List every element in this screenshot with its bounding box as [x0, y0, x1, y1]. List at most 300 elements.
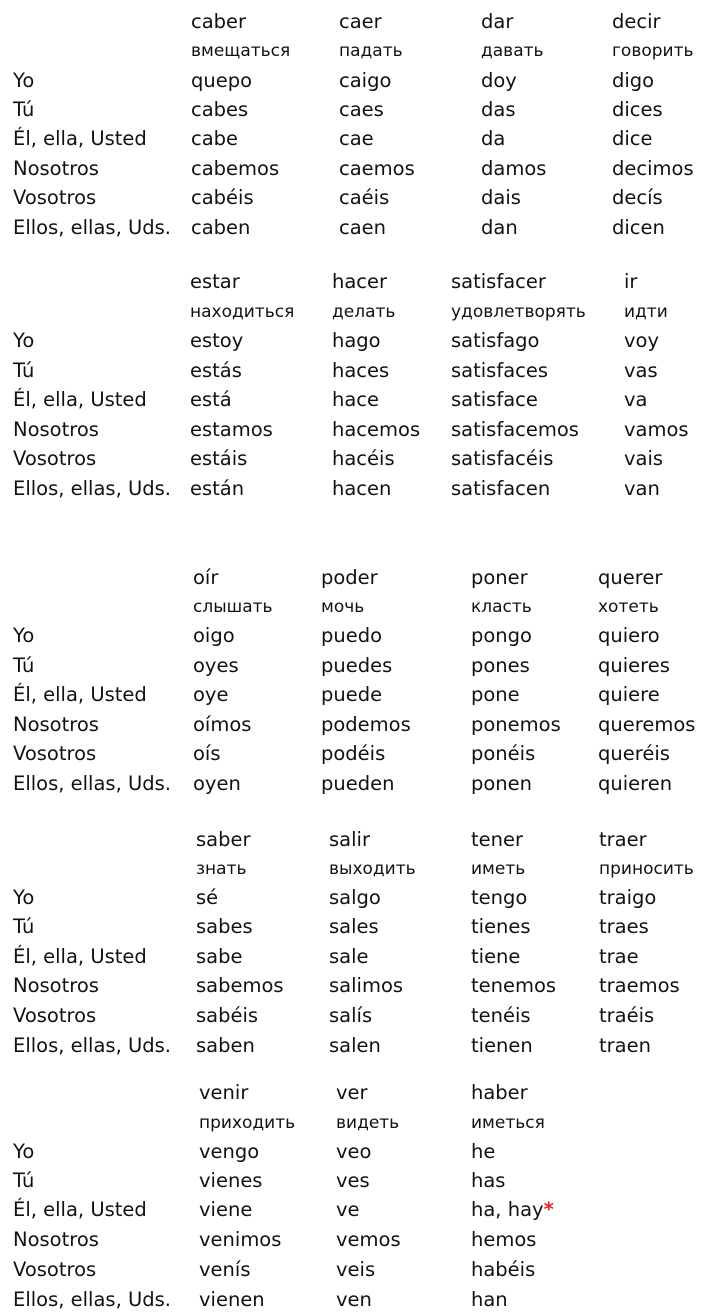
conjugated-form-cell	[329, 972, 403, 1000]
verb-infinitive: querer	[598, 566, 663, 589]
conjugated-form-cell	[481, 67, 517, 95]
conjugated-form: viene	[199, 1198, 253, 1221]
infinitive-row	[0, 826, 720, 854]
conjugation-row-tu	[0, 357, 720, 385]
conjugated-form-cell	[624, 416, 689, 444]
conjugated-form: pongo	[471, 624, 532, 647]
conjugated-form: ponen	[471, 772, 533, 795]
conjugated-form-cell	[321, 711, 411, 739]
translation-row	[0, 37, 720, 65]
conjugated-form: dices	[612, 98, 663, 121]
conjugated-form: traéis	[599, 1004, 655, 1027]
verb-translation: идти	[624, 302, 668, 322]
conjugated-form-cell	[471, 943, 520, 971]
conjugation-row-vosotros	[0, 1256, 720, 1284]
conjugated-form-cell	[624, 445, 663, 473]
conjugated-form: traen	[599, 1034, 651, 1057]
conjugated-form: quieres	[598, 654, 670, 677]
conjugated-form-cell	[471, 913, 531, 941]
conjugated-form: caes	[339, 98, 384, 121]
infinitive-row	[0, 1079, 720, 1107]
conjugated-form-cell	[339, 125, 374, 153]
conjugated-form-cell	[624, 357, 658, 385]
pronoun-label: Ellos, ellas, Uds.	[13, 1034, 171, 1057]
conjugated-form: oye	[193, 683, 229, 706]
conjugated-form-cell	[196, 1002, 258, 1030]
conjugation-row-yo	[0, 622, 720, 650]
conjugated-form: satisfaces	[451, 359, 549, 382]
conjugation-row-el-ella-usted	[0, 943, 720, 971]
conjugated-form-cell	[196, 972, 284, 1000]
conjugated-form-cell	[336, 1256, 375, 1284]
verb-infinitive: dar	[481, 10, 514, 33]
conjugated-form: traigo	[599, 886, 657, 909]
translation-row	[0, 1109, 720, 1137]
verb-infinitive: estar	[190, 270, 240, 293]
pronoun-label: Vosotros	[13, 447, 97, 470]
conjugated-form-cell	[193, 740, 221, 768]
conjugated-form-cell	[471, 770, 532, 798]
conjugation-row-vosotros	[0, 740, 720, 768]
pronoun-label: Yo	[13, 624, 35, 647]
verb-infinitive: oír	[193, 566, 219, 589]
conjugated-form: das	[481, 98, 516, 121]
conjugated-form: habéis	[471, 1258, 536, 1281]
conjugated-form: salen	[329, 1034, 381, 1057]
conjugated-form-cell	[451, 357, 548, 385]
verb-translation: хотеть	[598, 597, 659, 617]
conjugated-form: va	[624, 388, 648, 411]
conjugated-form: oímos	[193, 713, 252, 736]
conjugated-form-cell	[612, 184, 663, 212]
pronoun-label: Ellos, ellas, Uds.	[13, 772, 171, 795]
conjugated-form: veo	[336, 1140, 372, 1163]
conjugated-form-cell	[481, 125, 505, 153]
verb-translation: выходить	[329, 859, 416, 879]
conjugated-form: traemos	[599, 974, 680, 997]
conjugated-form: doy	[481, 69, 517, 92]
conjugated-form: sé	[196, 886, 219, 909]
conjugated-form: hace	[332, 388, 380, 411]
conjugated-form-cell	[471, 1196, 554, 1224]
conjugated-form: cabe	[191, 127, 239, 150]
conjugated-form-cell	[471, 740, 535, 768]
verb-infinitive: caber	[191, 10, 247, 33]
conjugated-form-cell	[190, 386, 232, 414]
conjugated-form-cell	[332, 327, 381, 355]
verb-translation: иметься	[471, 1113, 545, 1133]
pronoun-label: Ellos, ellas, Uds.	[13, 216, 171, 239]
conjugated-form: van	[624, 477, 660, 500]
conjugated-form: ven	[336, 1288, 372, 1311]
pronoun-label: Vosotros	[13, 1004, 97, 1027]
conjugated-form: quiero	[598, 624, 660, 647]
conjugated-form-cell	[612, 155, 694, 183]
pronoun-label: Tú	[13, 1169, 35, 1192]
conjugated-form-cell	[612, 125, 653, 153]
conjugated-form: vais	[624, 447, 664, 470]
pronoun-label: Nosotros	[13, 974, 99, 997]
verb-infinitive: haber	[471, 1081, 528, 1104]
conjugated-form-cell	[339, 214, 386, 242]
conjugated-form: pueden	[321, 772, 395, 795]
conjugated-form: damos	[481, 157, 547, 180]
conjugation-row-vosotros	[0, 184, 720, 212]
verb-infinitive: caer	[339, 10, 382, 33]
conjugated-form: vemos	[336, 1228, 401, 1251]
verb-translation: слышать	[193, 597, 273, 617]
conjugated-form-cell	[471, 681, 520, 709]
conjugated-form: ponemos	[471, 713, 561, 736]
conjugated-form-cell	[199, 1138, 259, 1166]
verb-infinitive: ver	[336, 1081, 368, 1104]
conjugation-row-ellos-ellas-uds	[0, 214, 720, 242]
conjugated-form: están	[190, 477, 245, 500]
conjugated-form-cell	[329, 943, 369, 971]
conjugated-form-cell	[599, 1002, 654, 1030]
conjugated-form: sabéis	[196, 1004, 259, 1027]
conjugated-form: vienen	[199, 1288, 265, 1311]
conjugated-form-cell	[193, 711, 251, 739]
conjugated-form: decimos	[612, 157, 694, 180]
verb-infinitive: decir	[612, 10, 661, 33]
infinitive-row	[0, 564, 720, 592]
conjugated-form: dan	[481, 216, 518, 239]
conjugated-form: digo	[612, 69, 655, 92]
conjugated-form-cell	[193, 652, 239, 680]
pronoun-label: Vosotros	[13, 742, 97, 765]
conjugated-form-cell	[612, 96, 663, 124]
conjugated-form-cell	[196, 884, 218, 912]
conjugated-form: hacen	[332, 477, 392, 500]
conjugated-form: dais	[481, 186, 521, 209]
conjugated-form-cell	[191, 125, 238, 153]
conjugated-form-cell	[193, 770, 241, 798]
conjugated-form-cell	[332, 386, 379, 414]
conjugated-form: cabes	[191, 98, 249, 121]
pronoun-label: Vosotros	[13, 186, 97, 209]
conjugated-form-cell	[339, 155, 415, 183]
conjugated-form-cell	[471, 652, 530, 680]
conjugated-form-cell	[336, 1226, 401, 1254]
conjugation-row-yo	[0, 884, 720, 912]
conjugated-form: hemos	[471, 1228, 537, 1251]
conjugated-form: podéis	[321, 742, 386, 765]
conjugation-row-yo	[0, 67, 720, 95]
conjugation-row-tu	[0, 913, 720, 941]
pronoun-label: Yo	[13, 886, 35, 909]
conjugated-form: da	[481, 127, 506, 150]
verb-infinitive: ir	[624, 270, 638, 293]
verb-translation: мочь	[321, 597, 365, 617]
verb-translation: падать	[339, 41, 403, 61]
conjugated-form: caéis	[339, 186, 390, 209]
conjugation-row-ellos-ellas-uds	[0, 770, 720, 798]
conjugated-form-cell	[451, 386, 538, 414]
conjugation-row-el-ella-usted	[0, 681, 720, 709]
conjugation-row-tu	[0, 652, 720, 680]
infinitive-row	[0, 268, 720, 296]
conjugated-form-cell	[471, 622, 532, 650]
infinitive-row	[0, 8, 720, 36]
conjugated-form: cabemos	[191, 157, 280, 180]
pronoun-label: Tú	[13, 654, 35, 677]
verb-translation: класть	[471, 597, 532, 617]
conjugation-row-nosotros	[0, 155, 720, 183]
conjugated-form: estoy	[190, 329, 244, 352]
conjugated-form: vienes	[199, 1169, 263, 1192]
conjugated-form-cell	[471, 1256, 535, 1284]
pronoun-label: Tú	[13, 359, 35, 382]
conjugated-form: puedo	[321, 624, 383, 647]
conjugation-row-el-ella-usted	[0, 386, 720, 414]
conjugated-form: caen	[339, 216, 387, 239]
conjugated-form-cell	[481, 184, 521, 212]
conjugated-form-cell	[191, 214, 250, 242]
conjugation-row-el-ella-usted	[0, 125, 720, 153]
verb-translation: давать	[481, 41, 544, 61]
conjugated-form-cell	[599, 972, 680, 1000]
conjugated-form-cell	[196, 943, 242, 971]
conjugated-form: voy	[624, 329, 660, 352]
verb-infinitive: saber	[196, 828, 251, 851]
conjugated-form-cell	[190, 475, 244, 503]
conjugated-form: caemos	[339, 157, 415, 180]
verb-infinitive: poder	[321, 566, 378, 589]
conjugated-form-cell	[329, 884, 381, 912]
conjugated-form-cell	[321, 652, 392, 680]
conjugated-form-cell	[190, 357, 242, 385]
conjugated-form-cell	[598, 622, 660, 650]
conjugated-form: satisfacen	[451, 477, 551, 500]
conjugated-form-cell	[191, 67, 252, 95]
conjugated-form: vengo	[199, 1140, 260, 1163]
conjugated-form: veis	[336, 1258, 376, 1281]
pronoun-label: Nosotros	[13, 713, 99, 736]
conjugated-form-cell	[199, 1167, 262, 1195]
conjugated-form-cell	[329, 1032, 381, 1060]
conjugation-row-vosotros	[0, 1002, 720, 1030]
conjugated-form: oigo	[193, 624, 235, 647]
conjugated-form-cell	[321, 770, 394, 798]
conjugated-form: vas	[624, 359, 658, 382]
verb-infinitive: venir	[199, 1081, 249, 1104]
conjugated-form-cell	[471, 711, 561, 739]
conjugated-form: podemos	[321, 713, 411, 736]
conjugated-form: has	[471, 1169, 506, 1192]
conjugated-form-cell	[599, 913, 649, 941]
verb-infinitive: hacer	[332, 270, 388, 293]
pronoun-label: Él, ella, Usted	[13, 945, 147, 968]
conjugated-form: sabemos	[196, 974, 284, 997]
translation-row	[0, 855, 720, 883]
conjugation-row-tu	[0, 1167, 720, 1195]
conjugated-form: saben	[196, 1034, 255, 1057]
pronoun-label: Ellos, ellas, Uds.	[13, 1288, 171, 1311]
conjugated-form-cell	[599, 1032, 651, 1060]
conjugated-form-cell	[193, 681, 228, 709]
conjugated-form-cell	[612, 67, 654, 95]
conjugated-form-cell	[598, 740, 670, 768]
conjugated-form-cell	[190, 416, 273, 444]
conjugated-form: cabéis	[191, 186, 254, 209]
conjugated-form: caigo	[339, 69, 392, 92]
pronoun-label: Él, ella, Usted	[13, 388, 147, 411]
verb-infinitive: traer	[599, 828, 647, 851]
conjugated-form-cell	[336, 1196, 360, 1224]
conjugated-form: puede	[321, 683, 383, 706]
conjugated-form-cell	[624, 327, 659, 355]
conjugated-form-cell	[481, 96, 516, 124]
conjugated-form-cell	[481, 155, 546, 183]
conjugation-row-ellos-ellas-uds	[0, 1286, 720, 1314]
conjugated-form-cell	[329, 1002, 372, 1030]
conjugated-form-cell	[199, 1196, 252, 1224]
conjugated-form-cell	[471, 1138, 495, 1166]
verb-infinitive: satisfacer	[451, 270, 546, 293]
pronoun-label: Tú	[13, 98, 35, 121]
verb-translation: находиться	[190, 302, 295, 322]
conjugated-form-cell	[612, 214, 665, 242]
conjugated-form-cell	[336, 1286, 372, 1314]
pronoun-label: Él, ella, Usted	[13, 1198, 147, 1221]
pronoun-label: Tú	[13, 915, 35, 938]
conjugated-form: caben	[191, 216, 251, 239]
verb-infinitive: salir	[329, 828, 370, 851]
verb-translation: делать	[332, 302, 396, 322]
conjugated-form: estamos	[190, 418, 273, 441]
conjugated-form: quiere	[598, 683, 660, 706]
conjugated-form-cell	[339, 184, 389, 212]
verb-translation: знать	[196, 859, 247, 879]
conjugation-row-tu	[0, 96, 720, 124]
conjugated-form-cell	[598, 770, 672, 798]
verb-translation: удовлетворять	[451, 302, 586, 322]
conjugated-form: quepo	[191, 69, 253, 92]
conjugated-form: satisfacéis	[451, 447, 554, 470]
conjugated-form: estáis	[190, 447, 248, 470]
conjugated-form-cell	[193, 622, 235, 650]
conjugated-form: pone	[471, 683, 520, 706]
conjugated-form: hago	[332, 329, 381, 352]
conjugation-row-vosotros	[0, 445, 720, 473]
conjugated-form: quieren	[598, 772, 673, 795]
conjugated-form-cell	[471, 1286, 508, 1314]
conjugated-form: hacéis	[332, 447, 395, 470]
pronoun-label: Yo	[13, 329, 35, 352]
conjugated-form-cell	[624, 475, 660, 503]
conjugated-form-cell	[199, 1226, 281, 1254]
conjugated-form: salimos	[329, 974, 404, 997]
conjugated-form: salgo	[329, 886, 381, 909]
conjugated-form-cell	[624, 386, 648, 414]
conjugated-form: satisface	[451, 388, 538, 411]
conjugation-row-nosotros	[0, 711, 720, 739]
verb-translation: видеть	[336, 1113, 400, 1133]
conjugation-row-ellos-ellas-uds	[0, 475, 720, 503]
conjugated-form: sabe	[196, 945, 243, 968]
conjugated-form: tenéis	[471, 1004, 531, 1027]
translation-row	[0, 298, 720, 326]
conjugated-form-cell	[336, 1138, 371, 1166]
verb-translation: говорить	[612, 41, 694, 61]
conjugated-form-cell	[451, 475, 550, 503]
conjugated-form: haces	[332, 359, 390, 382]
conjugated-form: tenemos	[471, 974, 557, 997]
conjugated-form-cell	[481, 214, 518, 242]
conjugated-form: he	[471, 1140, 496, 1163]
conjugated-form: trae	[599, 945, 639, 968]
conjugated-form-cell	[451, 327, 539, 355]
conjugated-form: satisfacemos	[451, 418, 579, 441]
conjugated-form-cell	[329, 913, 379, 941]
conjugated-form: vamos	[624, 418, 689, 441]
pronoun-label: Él, ella, Usted	[13, 683, 147, 706]
conjugated-form-cell	[471, 1032, 533, 1060]
conjugated-form: venimos	[199, 1228, 282, 1251]
conjugated-form-cell	[199, 1286, 265, 1314]
conjugated-form-cell	[451, 416, 579, 444]
conjugated-form-cell	[190, 445, 247, 473]
conjugated-form-cell	[321, 681, 382, 709]
conjugated-form: oyes	[193, 654, 239, 677]
conjugated-form-cell	[196, 913, 253, 941]
conjugated-form-cell	[471, 884, 527, 912]
pronoun-label: Él, ella, Usted	[13, 127, 147, 150]
conjugated-form-cell	[332, 357, 389, 385]
conjugated-form-cell	[336, 1167, 370, 1195]
pronoun-label: Yo	[13, 69, 35, 92]
conjugated-form-cell	[332, 475, 391, 503]
conjugated-form: pones	[471, 654, 530, 677]
pronoun-label: Yo	[13, 1140, 35, 1163]
conjugated-form: sales	[329, 915, 379, 938]
footnote-asterisk: *	[543, 1198, 554, 1221]
conjugated-form-cell	[471, 1167, 505, 1195]
conjugated-form-cell	[599, 943, 639, 971]
conjugated-form-cell	[332, 416, 420, 444]
conjugated-form: venís	[199, 1258, 251, 1281]
conjugated-form-cell	[191, 155, 279, 183]
conjugated-form-cell	[598, 652, 670, 680]
conjugation-row-yo	[0, 327, 720, 355]
conjugated-form-cell	[332, 445, 395, 473]
verb-translation: вмещаться	[191, 41, 291, 61]
conjugated-form: queremos	[598, 713, 696, 736]
verb-translation: приносить	[599, 859, 694, 879]
conjugated-form-cell	[599, 884, 656, 912]
conjugated-form: decís	[612, 186, 663, 209]
conjugated-form-cell	[471, 1002, 531, 1030]
conjugated-form-cell	[196, 1032, 255, 1060]
conjugated-form-cell	[339, 96, 384, 124]
conjugated-form: traes	[599, 915, 649, 938]
conjugated-form: tiene	[471, 945, 521, 968]
conjugated-form-cell	[321, 622, 382, 650]
conjugated-form-cell	[339, 67, 391, 95]
conjugated-form: satisfago	[451, 329, 540, 352]
conjugated-form: dice	[612, 127, 653, 150]
verb-translation: приходить	[199, 1113, 296, 1133]
conjugated-form-cell	[321, 740, 385, 768]
conjugated-form: ponéis	[471, 742, 536, 765]
verb-translation: иметь	[471, 859, 526, 879]
conjugated-form: estás	[190, 359, 242, 382]
conjugated-form: ve	[336, 1198, 360, 1221]
pronoun-label: Ellos, ellas, Uds.	[13, 477, 171, 500]
conjugation-row-ellos-ellas-uds	[0, 1032, 720, 1060]
conjugated-form-cell	[191, 96, 248, 124]
